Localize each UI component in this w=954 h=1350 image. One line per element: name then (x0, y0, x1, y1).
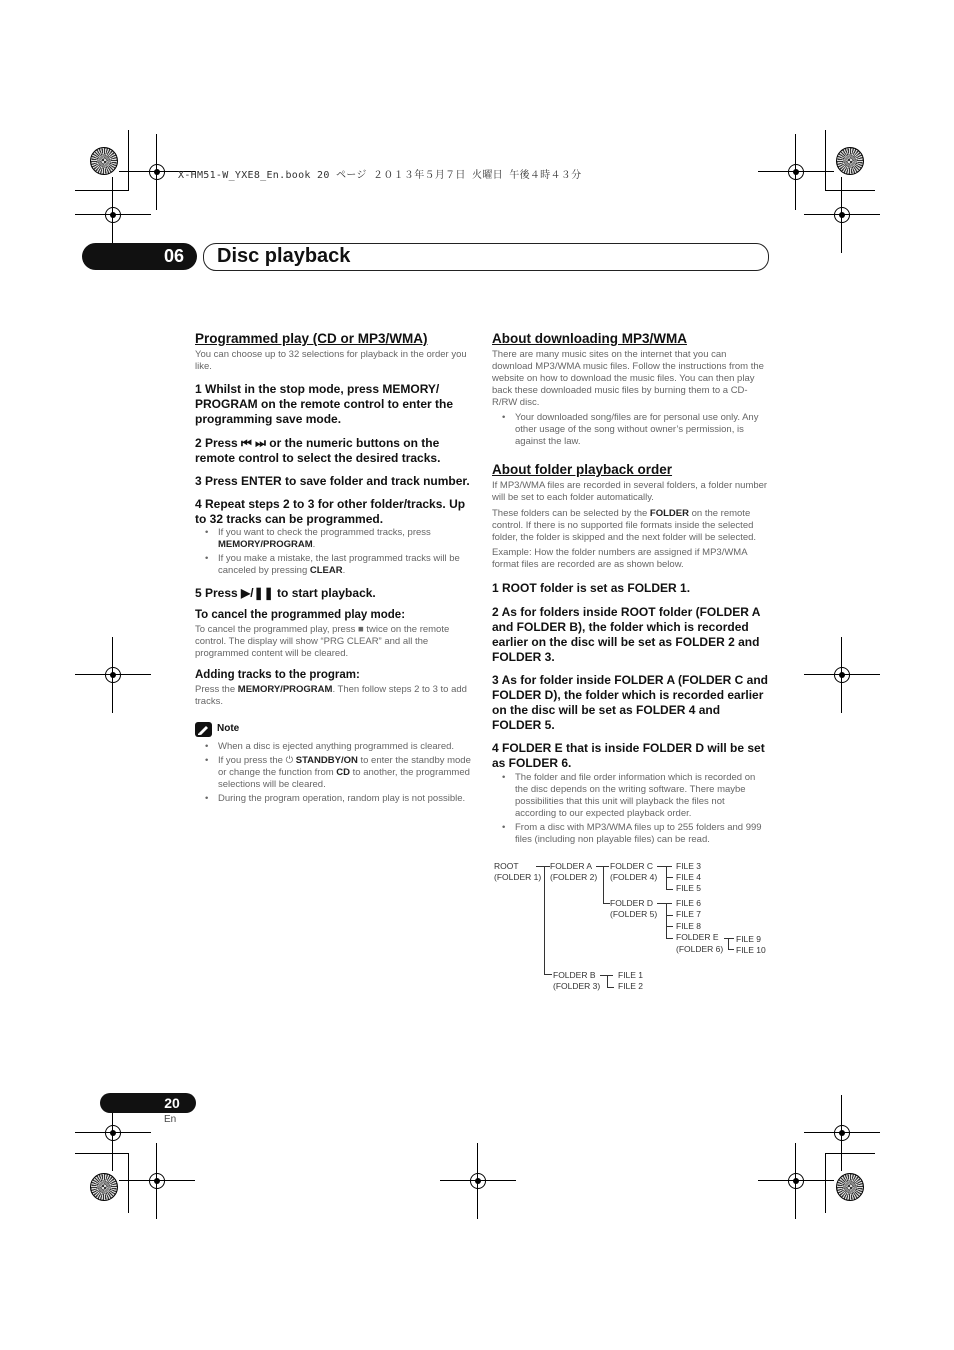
print-header-line: X-HM51-W_YXE8_En.book 20 ページ ２０１３年５月７日 火曜日 午後４時４３分 (178, 170, 582, 181)
list-item: • Your downloaded song/files are for personal use only. Any other usage of the song without owner’s permission, is against the law. (492, 412, 768, 448)
page-number: 20 (164, 1095, 180, 1111)
list-item: • When a disc is ejected anything programmed is cleared. (195, 741, 473, 753)
registration-mark-icon (822, 1113, 862, 1153)
folder-tree-diagram (490, 855, 780, 1000)
tree-folder-a-number: (FOLDER 2) (550, 872, 598, 882)
crop-mark (75, 190, 129, 191)
tree-file-1: FILE 1 (618, 970, 644, 980)
list-item: • From a disc with MP3/WMA files up to 255 folders and 999 files (including non playable files) can be read. (492, 822, 768, 846)
list-item (195, 755, 473, 791)
tree-folder-c-number: (FOLDER 4) (610, 872, 658, 882)
tree-connector (666, 926, 673, 927)
tree-root-folder: (FOLDER 1) (494, 872, 542, 882)
registration-star-icon (836, 1173, 864, 1201)
tree-connector (657, 903, 672, 904)
cancel-heading: To cancel the programmed play mode: (195, 609, 406, 621)
registration-mark-icon (137, 152, 177, 192)
folder-text-3: Example: How the folder numbers are assigned if MP3/WMA format files are recorded are as shown below. (492, 547, 748, 570)
bullet-bold: CLEAR (309, 565, 343, 576)
registration-mark-icon (458, 1161, 498, 1201)
tree-file-4: FILE 4 (676, 872, 702, 882)
folder-text-1: If MP3/WMA files are recorded in several folders, a folder number will be set to each folder automatically. (492, 480, 768, 503)
tree-folder-b: FOLDER B (553, 970, 596, 980)
section-heading-folder-order: About folder playback order (492, 462, 673, 477)
cancel-text: To cancel the programmed play, press ■ twice on the remote control. The display will show “PRG CLEAR” and all the programmed content will be cleared. (195, 624, 450, 659)
registration-mark-icon (93, 655, 133, 695)
right-column (492, 331, 768, 846)
adding-text-a: Press the (195, 684, 238, 695)
tree-folder-c: FOLDER C (610, 861, 653, 871)
tree-folder-e: FOLDER E (676, 932, 719, 942)
tree-connector (728, 938, 729, 949)
registration-mark-icon (776, 152, 816, 192)
tree-root-label: ROOT (494, 861, 519, 871)
folder-text-2 (492, 508, 768, 544)
adding-text (195, 684, 473, 708)
folder-text-2-a: These folders can be selected by the (492, 508, 650, 519)
tree-connector (603, 903, 610, 904)
adding-text-bold: MEMORY/PROGRAM (237, 684, 333, 695)
bullet-text: If you want to check the programmed tracks, press (218, 527, 431, 538)
list-item: • If you want to check the programmed tracks, press MEMORY/PROGRAM. (195, 527, 473, 551)
tree-folder-d-number: (FOLDER 5) (610, 909, 658, 919)
tree-connector (536, 866, 550, 867)
tree-connector (657, 866, 672, 867)
crop-mark (825, 1153, 826, 1213)
folder-step-3: 3 As for folder inside FOLDER A (FOLDER C and FOLDER D), the folder which is recorded earlier on the disc will be set as FOLDER 4 and FOLDER 5. (492, 673, 769, 732)
step-4: 4 Repeat steps 2 to 3 for other folder/tracks. Up to 32 tracks can be programmed. (195, 497, 466, 526)
registration-mark-icon (137, 1161, 177, 1201)
bullet-bold: CD (336, 767, 351, 778)
registration-mark-icon (822, 655, 862, 695)
chapter-title: Disc playback (217, 245, 351, 267)
tree-file-3: FILE 3 (676, 861, 702, 871)
crop-mark (128, 1153, 129, 1213)
bullet-text: to enter the standby mode or change the function from (218, 755, 471, 778)
registration-star-icon (90, 147, 118, 175)
registration-star-icon (836, 147, 864, 175)
list-item: • If you make a mistake, the last programmed tracks will be canceled by pressing CLEAR. (195, 553, 473, 577)
step-2: 2 Press ⏮ ⏭ or the numeric buttons on the remote control to select the desired tracks. (195, 436, 441, 465)
section-heading-downloading: About downloading MP3/WMA (492, 331, 687, 346)
adding-text-c: . Then follow steps 2 to 3 to add tracks. (195, 684, 467, 707)
tree-file-9: FILE 9 (736, 934, 762, 944)
tree-connector (607, 975, 608, 987)
tree-connector (666, 877, 673, 878)
crop-mark (825, 190, 875, 191)
crop-mark (825, 1153, 875, 1154)
page-language: En (164, 1114, 177, 1125)
tree-connector (607, 987, 614, 988)
tree-folder-b-number: (FOLDER 3) (553, 981, 601, 991)
tree-folder-d: FOLDER D (610, 898, 653, 908)
bullet-bold: MEMORY/PROGRAM (218, 539, 313, 550)
bullet-text: If you press the ⏻ (218, 755, 296, 766)
bullet-bold: STANDBY/ON (295, 755, 358, 766)
registration-mark-icon (93, 1113, 133, 1153)
registration-star-icon (90, 1173, 118, 1201)
tree-file-2: FILE 2 (618, 981, 644, 991)
tree-file-10: FILE 10 (736, 945, 766, 955)
folder-step-4: 4 FOLDER E that is inside FOLDER D will be set as FOLDER 6. (492, 741, 765, 770)
note-header (195, 722, 473, 739)
adding-heading: Adding tracks to the program: (195, 669, 360, 681)
tree-connector (544, 866, 545, 974)
tree-file-7: FILE 7 (676, 909, 702, 919)
note-label: Note (217, 723, 240, 734)
chapter-number: 06 (163, 246, 185, 266)
tree-connector (666, 889, 673, 890)
list-item: • The folder and file order information which is recorded on the disc depends on the writing software. There maybe possibilities that this unit will playback the files not according to our expected playback order. (492, 772, 768, 820)
tree-connector (728, 949, 734, 950)
bullet-text: to another, the programmed selections will be cleared. (218, 767, 470, 790)
step-1: 1 Whilst in the stop mode, press MEMORY/ PROGRAM on the remote control to enter the programming save mode. (195, 382, 454, 426)
tree-connector (666, 915, 673, 916)
folder-text-2-bold: FOLDER (649, 508, 689, 519)
list-item: • During the program operation, random play is not possible. (195, 793, 473, 805)
tree-connector (666, 903, 667, 938)
registration-mark-icon (822, 195, 862, 235)
tree-connector (666, 938, 673, 939)
crop-mark (75, 1153, 129, 1154)
intro-text: You can choose up to 32 selections for playback in the order you like. (195, 349, 467, 372)
step-3: 3 Press ENTER to save folder and track number. (195, 474, 470, 488)
folder-step-1: 1 ROOT folder is set as FOLDER 1. (492, 581, 691, 595)
tree-connector (603, 866, 604, 903)
tree-file-5: FILE 5 (676, 883, 702, 893)
step-5: 5 Press ▶/❚❚ to start playback. (195, 586, 376, 600)
note-pencil-icon (195, 722, 212, 737)
crop-mark (128, 130, 129, 190)
download-text: There are many music sites on the internet that you can download MP3/WMA music files. Follow the instructions from the website on how to download the music files. You can then play back these downloaded music files by burning them to a CD-R/RW disc. (492, 349, 764, 408)
bullet-text: If you make a mistake, the last programmed tracks will be canceled by pressing (218, 553, 460, 576)
folder-text-2-c: on the remote control. If there is no supported file formats inside the selected folder, the folder is skipped and the next folder will be selected. (492, 508, 757, 543)
registration-mark-icon (776, 1161, 816, 1201)
section-heading-programmed-play: Programmed play (CD or MP3/WMA) (195, 331, 428, 346)
tree-file-6: FILE 6 (676, 898, 702, 908)
registration-mark-icon (93, 195, 133, 235)
crop-mark (825, 130, 826, 190)
tree-folder-a: FOLDER A (550, 861, 593, 871)
tree-folder-e-number: (FOLDER 6) (676, 944, 724, 954)
tree-file-8: FILE 8 (676, 921, 702, 931)
tree-connector (544, 974, 552, 975)
tree-connector (724, 938, 734, 939)
folder-step-2: 2 As for folders inside ROOT folder (FOLDER A and FOLDER B), the folder which is recorded earlier on the disc will be set as FOLDER 2 and FOLDER 3. (492, 605, 761, 664)
left-column (195, 331, 473, 805)
